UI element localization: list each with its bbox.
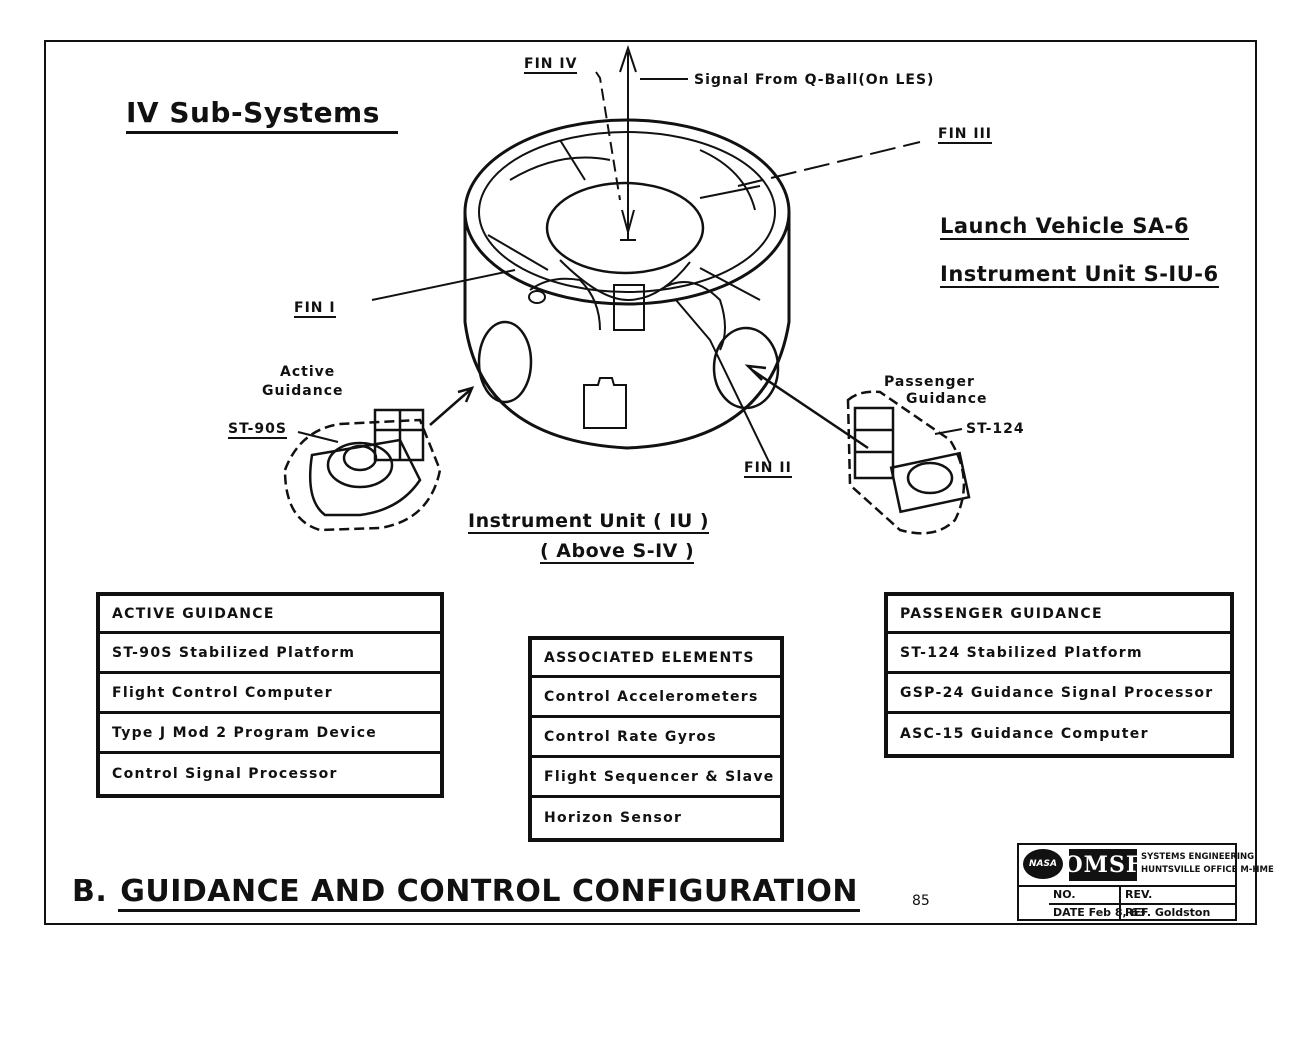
passenger-guidance-label-2: Guidance [906, 391, 988, 407]
passenger-guidance-box [884, 592, 1234, 758]
active-guidance-label-1: Active [280, 364, 336, 380]
instrument-unit-label: Instrument Unit S-IU-6 [940, 262, 1219, 286]
list-item: Control Rate Gyros [532, 718, 780, 758]
list-item: Horizon Sensor [544, 810, 683, 826]
passenger-guidance-label-1: Passenger [884, 374, 975, 390]
passenger-guidance-header: PASSENGER GUIDANCE [888, 596, 1230, 634]
list-item: GSP-24 Guidance Signal Processor [888, 674, 1230, 714]
title-block [1017, 843, 1274, 921]
fin-iii-label: FIN III [938, 126, 992, 142]
fin-i-label: FIN I [294, 300, 336, 316]
list-item: Flight Sequencer & Slave [532, 758, 780, 798]
left-access-port [479, 322, 531, 402]
department-line-2: HUNTSVILLE OFFICE M-HME [1141, 865, 1274, 875]
list-item: Flight Control Computer [100, 674, 440, 714]
active-guidance-box [96, 592, 444, 798]
date-value: DATE Feb 8, 63 [1053, 906, 1146, 919]
section-letter: B. [72, 874, 108, 909]
list-item: Control Accelerometers [532, 678, 780, 718]
list-item: Type J Mod 2 Program Device [100, 714, 440, 754]
list-item: ST-124 Stabilized Platform [888, 634, 1230, 674]
list-item: ASC-15 Guidance Computer [900, 726, 1149, 742]
active-guidance-label-2: Guidance [262, 383, 344, 399]
fin-ii-label: FIN II [744, 460, 792, 476]
st90s-label: ST-90S [228, 421, 287, 437]
launch-vehicle-label: Launch Vehicle SA-6 [940, 214, 1190, 238]
section-title [72, 874, 860, 909]
st90s-module [285, 410, 440, 530]
iu-caption: Instrument Unit ( IU ) [468, 510, 710, 532]
page-number: 85 [912, 893, 930, 909]
associated-elements-box [528, 636, 784, 842]
ref-value: REF. Goldston [1125, 906, 1211, 919]
no-label: NO. [1053, 888, 1076, 901]
center-hatch [584, 378, 626, 428]
fin-iv-label: FIN IV [524, 56, 578, 72]
department-line-1: SYSTEMS ENGINEERING [1141, 852, 1255, 862]
page-title: IV Sub-Systems [126, 96, 398, 134]
associated-elements-header: ASSOCIATED ELEMENTS [532, 640, 780, 678]
omsf-logo: OMSF [1069, 849, 1137, 881]
title-block-divider [1049, 903, 1237, 905]
section-title-text: GUIDANCE AND CONTROL CONFIGURATION [118, 874, 860, 912]
iu-caption-above: ( Above S-IV ) [540, 540, 695, 562]
central-plate [547, 183, 703, 273]
list-item: ST-90S Stabilized Platform [100, 634, 440, 674]
st124-module [848, 392, 969, 534]
signal-label: Signal From Q-Ball(On LES) [694, 72, 935, 88]
st124-label: ST-124 [966, 421, 1025, 437]
active-guidance-header: ACTIVE GUIDANCE [100, 596, 440, 634]
nasa-logo: NASA [1023, 849, 1063, 879]
list-item: Control Signal Processor [112, 766, 338, 782]
title-block-header [1019, 845, 1274, 887]
rev-label: REV. [1125, 888, 1153, 901]
department-text [1141, 851, 1274, 877]
